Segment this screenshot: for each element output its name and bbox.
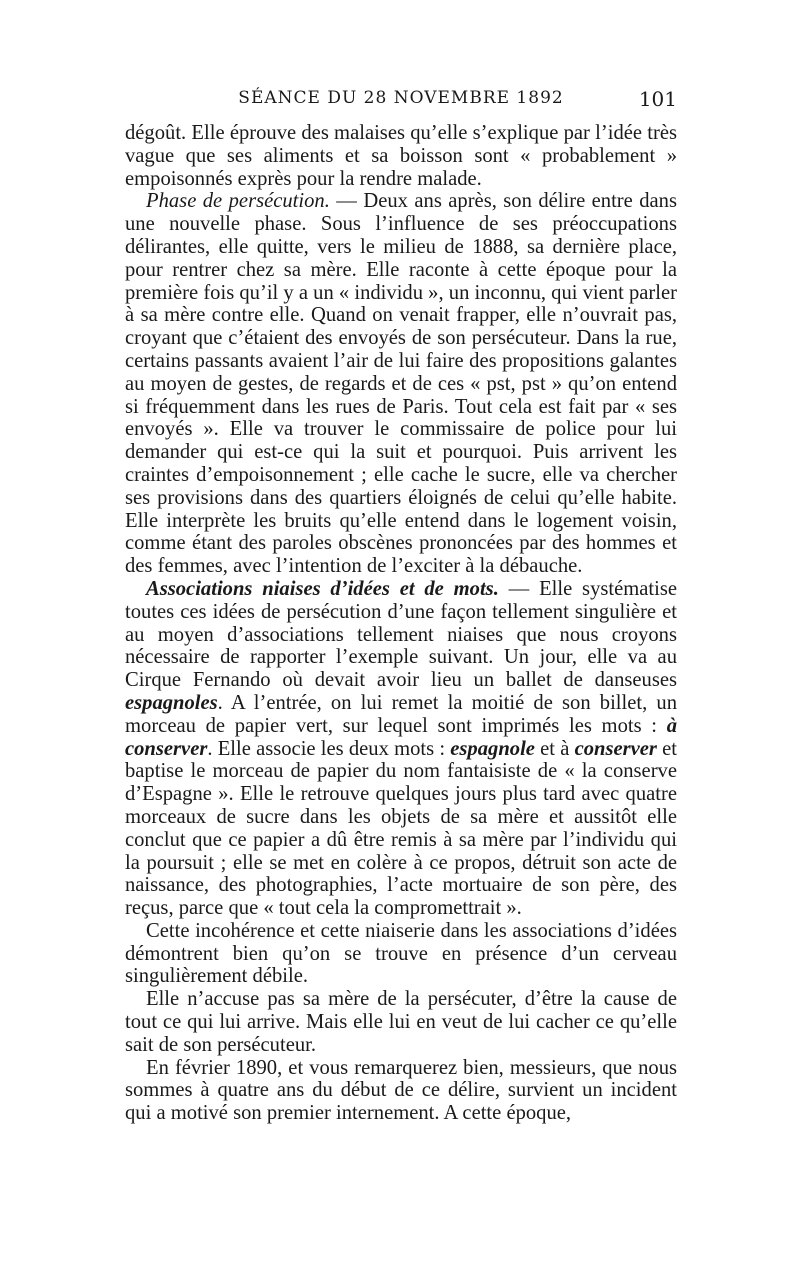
emphasis-text: Phase de persécution. xyxy=(146,190,330,213)
paragraph xyxy=(125,122,677,190)
text-run: . Elle associe les deux mots : xyxy=(207,737,451,760)
text-run: dégoût. Elle éprouve des malaises qu’elle s’explique par l’idée très vague que ses aliments et sa boisson sont « probablement » empoisonnés exprès pour la rendre malade. xyxy=(125,122,677,190)
text-run: Elle n’accuse pas sa mère de la persécuter, d’être la cause de tout ce qui lui arrive. Mais elle lui en veut de lui cacher ce qu’elle sait de son persécuteur. xyxy=(125,988,677,1056)
emphasis-text: espagnole xyxy=(450,737,535,760)
text-run: et à xyxy=(534,737,575,760)
page-header xyxy=(125,88,677,120)
paragraph xyxy=(125,190,677,578)
emphasis-text: espagnoles xyxy=(125,691,218,714)
page-number: 101 xyxy=(638,87,677,111)
emphasis-text: Associations niaises d’idées et de mots. xyxy=(146,577,499,600)
running-title: SÉANCE DU 28 NOVEMBRE 1892 xyxy=(238,88,564,108)
emphasis-text: à conserver xyxy=(125,714,677,760)
text-run: Cette incohérence et cette niaiserie dans les associations d’idées démontrent bien qu’on se trouve en présence d’un cerveau singulièrement débile. xyxy=(125,919,677,988)
paragraph xyxy=(125,1057,677,1125)
paragraph xyxy=(125,920,677,988)
text-run: — Deux ans après, son délire entre dans une nouvelle phase. Sous l’influence de ses préoccupations délirantes, elle quitte, vers le milieu de 1888, sa dernière place, pour rentrer chez sa mère. Elle raconte à cette époque pour la première fois qu’il y a un « individu », un inconnu, qui vient parler à sa mère contre elle. Quand on venait frapper, elle n’ouvrait pas, croyant que c’étaient des envoyés de son persécuteur. Dans la rue, certains passants avaient l’air de lui faire des propositions galantes au moyen de gestes, de regards et de ces « pst, pst » qu’on entend si fréquemment dans les rues de Paris. Tout cela est fait par « ses envoyés ». Elle va trouver le commissaire de police pour lui demander qui est-ce qui la suit et pourquoi. Puis arrivent les craintes d’empoisonnement ; elle cache le sucre, elle va chercher ses provisions dans des quartiers éloignés de celui qu’elle habite. Elle interprète les bruits qu’elle entend dans le logement voisin, comme étant des paroles obscènes prononcées par des hommes et des femmes, avec l’intention de l’exciter à la débauche. xyxy=(125,190,677,578)
paragraph xyxy=(125,578,677,920)
text-run: En février 1890, et vous remarquerez bien, messieurs, que nous sommes à quatre ans du début de ce délire, survient un incident qui a motivé son premier internement. A cette époque, xyxy=(125,1056,677,1125)
text-run: . A l’entrée, on lui remet la moitié de son billet, un morceau de papier vert, sur lequel sont imprimés les mots : xyxy=(125,691,677,737)
emphasis-text: conserver xyxy=(574,737,657,760)
paragraph xyxy=(125,988,677,1056)
book-page xyxy=(125,88,677,1125)
body-text xyxy=(125,122,677,1125)
text-run: et baptise le morceau de papier du nom fantaisiste de « la conserve d’Espagne ». Elle le retrouve quelques jours plus tard avec quatre morceaux de sucre dans les objets de sa mère et aussitôt elle conclut que ce papier a dû être remis à sa mère par l’individu qui la poursuit ; elle se met en colère à ce propos, détruit son acte de naissance, des photographies, l’acte mortuaire de son père, des reçus, parce que « tout cela la compromettrait ». xyxy=(125,737,678,920)
text-run: — Elle systématise toutes ces idées de persécution d’une façon tellement singulière et au moyen d’associations tellement niaises que nous croyons nécessaire de rapporter l’exemple suivant. Un jour, elle va au Cirque Fernando où devait avoir lieu un ballet de danseuses xyxy=(125,577,677,692)
